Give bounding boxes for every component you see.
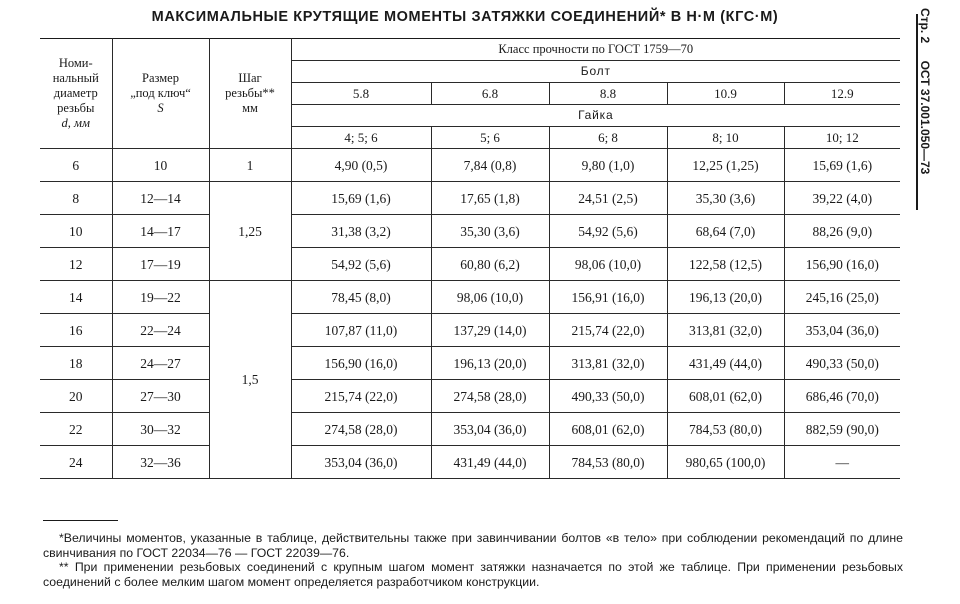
bolt-class: 5.8 [291,83,431,105]
torque-cell: 980,65 (100,0) [667,446,784,479]
torque-cell: 274,58 (28,0) [291,413,431,446]
footnote-2: ** При применении резьбовых соединений с крупным шагом момент затяжки назначается по этой же таблице. При применении резьбовых соединений с более мелким шагом момент определяется разработчиком конструкции. [43,560,903,589]
torque-cell: 353,04 (36,0) [784,314,900,347]
torque-cell: 31,38 (3,2) [291,215,431,248]
bolt-class: 10.9 [667,83,784,105]
torque-cell: 7,84 (0,8) [431,149,549,182]
wrench-size-cell: 14—17 [112,215,209,248]
diameter-cell: 8 [40,182,112,215]
torque-cell: 122,58 (12,5) [667,248,784,281]
torque-cell: 60,80 (6,2) [431,248,549,281]
diameter-cell: 6 [40,149,112,182]
header-nut: Гайка [291,105,900,127]
header-nominal-diameter: Номи- нальный диаметр резьбы d, мм [40,39,112,149]
diameter-cell: 14 [40,281,112,314]
torque-cell: 196,13 (20,0) [431,347,549,380]
torque-cell: 39,22 (4,0) [784,182,900,215]
torque-cell: 215,74 (22,0) [291,380,431,413]
diameter-cell: 12 [40,248,112,281]
bolt-class: 6.8 [431,83,549,105]
wrench-size-cell: 24—27 [112,347,209,380]
torque-cell: 608,01 (62,0) [549,413,667,446]
table-row [40,182,900,215]
torque-cell: 196,13 (20,0) [667,281,784,314]
wrench-size-cell: 17—19 [112,248,209,281]
torque-cell: 156,90 (16,0) [291,347,431,380]
bolt-class: 12.9 [784,83,900,105]
footnote-1: *Величины моментов, указанные в таблице, действительны также при завинчивании болтов «в тело» при соблюдении рекомендаций по длине свинчивания по ГОСТ 22034—76 — ГОСТ 22039—76. [43,531,903,560]
torque-cell: 431,49 (44,0) [431,446,549,479]
nut-class: 4; 5; 6 [291,127,431,149]
torque-cell: 156,90 (16,0) [784,248,900,281]
torque-cell: 431,49 (44,0) [667,347,784,380]
torque-cell: — [784,446,900,479]
torque-table [40,38,900,479]
torque-cell: 78,45 (8,0) [291,281,431,314]
torque-cell: 608,01 (62,0) [667,380,784,413]
torque-cell: 313,81 (32,0) [549,347,667,380]
torque-cell: 98,06 (10,0) [431,281,549,314]
torque-cell: 490,33 (50,0) [549,380,667,413]
wrench-size-cell: 32—36 [112,446,209,479]
torque-cell: 88,26 (9,0) [784,215,900,248]
torque-cell: 215,74 (22,0) [549,314,667,347]
table-row [40,314,900,347]
header-strength-class: Класс прочности по ГОСТ 1759—70 [291,39,900,61]
wrench-size-cell: 19—22 [112,281,209,314]
side-header [910,8,954,238]
torque-cell: 882,59 (90,0) [784,413,900,446]
torque-cell: 24,51 (2,5) [549,182,667,215]
torque-cell: 137,29 (14,0) [431,314,549,347]
torque-cell: 784,53 (80,0) [549,446,667,479]
wrench-size-cell: 12—14 [112,182,209,215]
torque-cell: 107,87 (11,0) [291,314,431,347]
bolt-class: 8.8 [549,83,667,105]
wrench-size-cell: 10 [112,149,209,182]
torque-cell: 35,30 (3,6) [667,182,784,215]
torque-cell: 98,06 (10,0) [549,248,667,281]
torque-cell: 353,04 (36,0) [291,446,431,479]
torque-cell: 54,92 (5,6) [549,215,667,248]
torque-cell: 353,04 (36,0) [431,413,549,446]
table-row [40,380,900,413]
diameter-cell: 10 [40,215,112,248]
table-row [40,149,900,182]
diameter-cell: 16 [40,314,112,347]
table-row [40,446,900,479]
footnote-divider [43,520,118,521]
standard-number: ОСТ 37.001.050—73 [918,60,932,175]
torque-cell: 156,91 (16,0) [549,281,667,314]
diameter-cell: 18 [40,347,112,380]
header-wrench-size: Размер „под ключ“ S [112,39,209,149]
table-row [40,281,900,314]
nut-class: 10; 12 [784,127,900,149]
torque-cell: 245,16 (25,0) [784,281,900,314]
torque-cell: 15,69 (1,6) [784,149,900,182]
pitch-cell: 1,25 [209,182,291,281]
torque-cell: 54,92 (5,6) [291,248,431,281]
torque-cell: 313,81 (32,0) [667,314,784,347]
torque-cell: 784,53 (80,0) [667,413,784,446]
table-row [40,347,900,380]
pitch-cell: 1,5 [209,281,291,479]
torque-cell: 15,69 (1,6) [291,182,431,215]
torque-cell: 17,65 (1,8) [431,182,549,215]
table-row [40,413,900,446]
torque-cell: 9,80 (1,0) [549,149,667,182]
torque-cell: 274,58 (28,0) [431,380,549,413]
page-number: Стр. 2 [918,8,932,44]
torque-cell: 35,30 (3,6) [431,215,549,248]
torque-cell: 12,25 (1,25) [667,149,784,182]
torque-cell: 686,46 (70,0) [784,380,900,413]
nut-class: 8; 10 [667,127,784,149]
torque-cell: 4,90 (0,5) [291,149,431,182]
nut-class: 5; 6 [431,127,549,149]
header-thread-pitch: Шаг резьбы** мм [209,39,291,149]
wrench-size-cell: 27—30 [112,380,209,413]
diameter-cell: 20 [40,380,112,413]
wrench-size-cell: 22—24 [112,314,209,347]
wrench-size-cell: 30—32 [112,413,209,446]
torque-cell: 490,33 (50,0) [784,347,900,380]
page-title: МАКСИМАЛЬНЫЕ КРУТЯЩИЕ МОМЕНТЫ ЗАТЯЖКИ СОЕДИНЕНИЙ* В Н·М (КГС·М) [151,9,779,25]
nut-class: 6; 8 [549,127,667,149]
diameter-cell: 22 [40,413,112,446]
side-label [918,8,932,188]
header-bolt: Болт [291,61,900,83]
pitch-cell: 1 [209,149,291,182]
diameter-cell: 24 [40,446,112,479]
table-row [40,215,900,248]
torque-cell: 68,64 (7,0) [667,215,784,248]
table-row [40,248,900,281]
